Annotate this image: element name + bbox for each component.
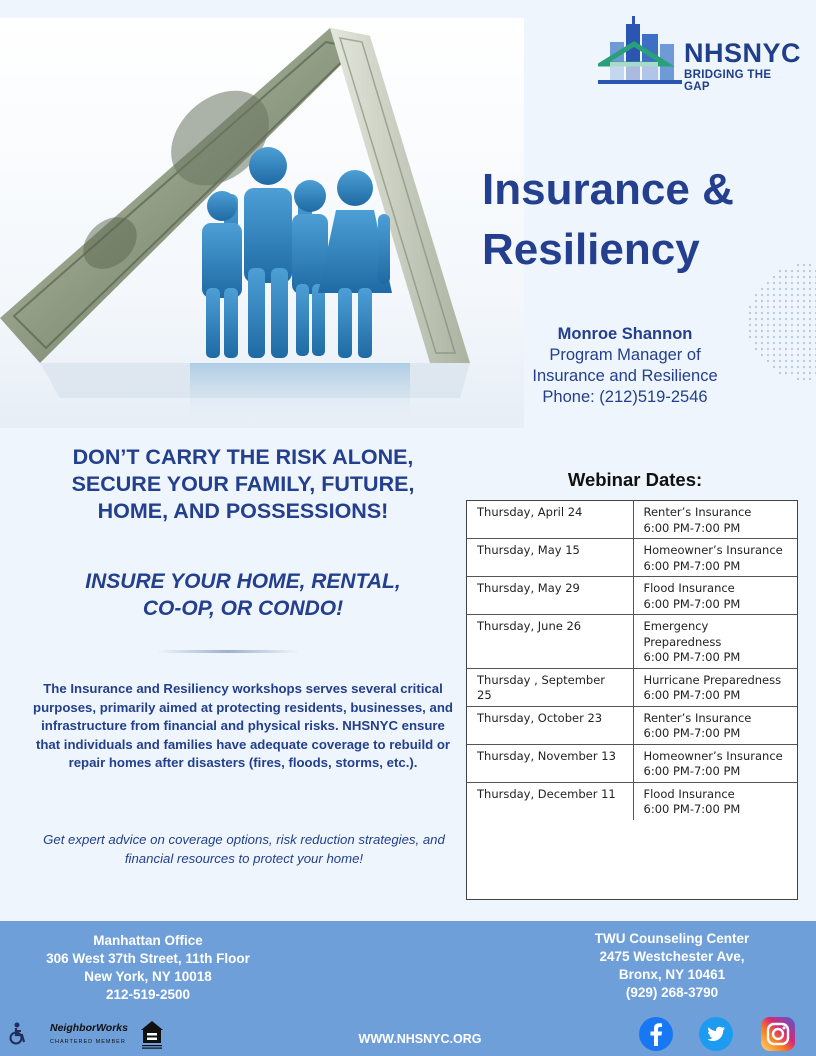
session-topic: Homeowner’s Insurance <box>643 543 783 557</box>
contact-block <box>490 324 760 408</box>
brand-name: NHSNYC <box>684 38 802 68</box>
session-topic: Hurricane Preparedness <box>643 672 782 687</box>
schedule-body <box>467 501 797 820</box>
bronx-office-address <box>562 930 782 1002</box>
office-street: 2475 Westchester Ave, <box>599 949 745 964</box>
session-topic: Flood Insurance <box>643 581 735 595</box>
headline-line-1: DON’T CARRY THE RISK ALONE, <box>72 445 414 469</box>
contact-role-line-1: Program Manager of <box>549 346 701 364</box>
advice-text: Get expert advice on coverage options, risk reduction strategies, and financial resources to protect your home! <box>43 832 445 866</box>
money-roof-family-illustration <box>0 18 524 428</box>
skyline-icon <box>598 14 682 88</box>
webinar-title: Webinar Dates: <box>567 469 703 490</box>
session-topic: Flood Insurance <box>643 786 735 801</box>
session-time: 6:00 PM-7:00 PM <box>643 650 741 664</box>
title-line-1: Insurance & <box>482 165 734 214</box>
headline-line-2: SECURE YOUR FAMILY, FUTURE, <box>71 472 415 496</box>
session-details <box>633 615 797 669</box>
description-paragraph: The Insurance and Resiliency workshops serves several critical purposes, primarily aimed at protecting residents, businesses, and infrastructure from financial and physical risks. NHSNYC ensure that individuals and families have adequate coverage to rebuild or repair homes after disasters (fires, floods, storms, etc.). <box>33 681 453 770</box>
contact-phone: Phone: (212)519-2546 <box>542 388 708 406</box>
schedule-row <box>467 706 797 744</box>
brand-tagline: BRIDGING THE GAP <box>684 69 772 93</box>
session-date: Thursday, May 15 <box>467 539 633 577</box>
instagram-icon[interactable] <box>760 1016 796 1052</box>
subheadline-line-2: CO-OP, OR CONDO! <box>142 597 344 620</box>
schedule-row <box>467 539 797 577</box>
session-details <box>633 668 797 706</box>
sub-headline <box>18 568 468 622</box>
schedule-row <box>467 744 797 782</box>
twitter-icon[interactable] <box>698 1016 734 1052</box>
session-time: 6:00 PM-7:00 PM <box>643 596 741 611</box>
session-details <box>633 577 797 615</box>
session-details <box>633 744 797 782</box>
subheadline-line-1: INSURE YOUR HOME, RENTAL, <box>85 570 401 593</box>
neighborworks-subtitle: CHARTERED MEMBER <box>50 1039 126 1045</box>
nhsnyc-logo <box>598 14 802 94</box>
main-headline <box>18 444 468 525</box>
manhattan-office-address <box>18 932 278 1004</box>
divider <box>157 650 299 653</box>
schedule-row <box>467 668 797 706</box>
session-date: Thursday, October 23 <box>467 706 633 744</box>
hero-illustration <box>0 18 524 428</box>
session-details <box>633 539 797 577</box>
office-street: 306 West 37th Street, 11th Floor <box>46 951 250 966</box>
session-time: 6:00 PM-7:00 PM <box>643 726 741 740</box>
session-topic: Renter’s Insurance <box>643 710 752 725</box>
session-details <box>633 706 797 744</box>
office-city: New York, NY 10018 <box>84 969 212 984</box>
session-time: 6:00 PM-7:00 PM <box>643 558 741 573</box>
headline-line-3: HOME, AND POSSESSIONS! <box>97 499 389 523</box>
accessibility-icon <box>8 1022 28 1046</box>
neighborworks-logo <box>44 1019 134 1051</box>
contact-role-line-2: Insurance and Resilience <box>532 367 718 385</box>
session-date: Thursday, June 26 <box>467 615 633 669</box>
office-name: TWU Counseling Center <box>594 931 750 946</box>
office-phone: 212-519-2500 <box>105 987 191 1002</box>
neighborworks-name: NeighborWorks <box>50 1022 128 1034</box>
session-time: 6:00 PM-7:00 PM <box>643 764 741 778</box>
title-line-2: Resiliency <box>482 225 700 274</box>
schedule-row <box>467 782 797 820</box>
session-topic: Renter’s Insurance <box>643 505 752 519</box>
session-date: Thursday, December 11 <box>467 782 633 820</box>
webinar-schedule-table <box>466 500 798 900</box>
facebook-icon[interactable] <box>638 1016 674 1052</box>
website-link[interactable]: WWW.NHSNYC.ORG <box>358 1032 482 1046</box>
schedule-row <box>467 501 797 539</box>
session-time: 6:00 PM-7:00 PM <box>643 688 741 702</box>
session-date: Thursday, November 13 <box>467 744 633 782</box>
office-name: Manhattan Office <box>93 933 203 948</box>
session-date: Thursday, April 24 <box>467 501 633 539</box>
session-details <box>633 782 797 820</box>
schedule-row <box>467 577 797 615</box>
session-time: 6:00 PM-7:00 PM <box>643 802 741 816</box>
schedule-row <box>467 615 797 669</box>
office-phone: (929) 268-3790 <box>625 985 719 1000</box>
office-city: Bronx, NY 10461 <box>618 967 726 982</box>
session-topic: Homeowner’s Insurance <box>643 748 783 763</box>
session-date: Thursday, May 29 <box>467 577 633 615</box>
session-topic: Emergency Preparedness <box>643 619 722 649</box>
session-date: Thursday , September 25 <box>467 668 633 706</box>
equal-housing-icon <box>140 1020 164 1050</box>
contact-name: Monroe Shannon <box>557 325 693 343</box>
session-details <box>633 501 797 539</box>
session-time: 6:00 PM-7:00 PM <box>643 520 741 535</box>
